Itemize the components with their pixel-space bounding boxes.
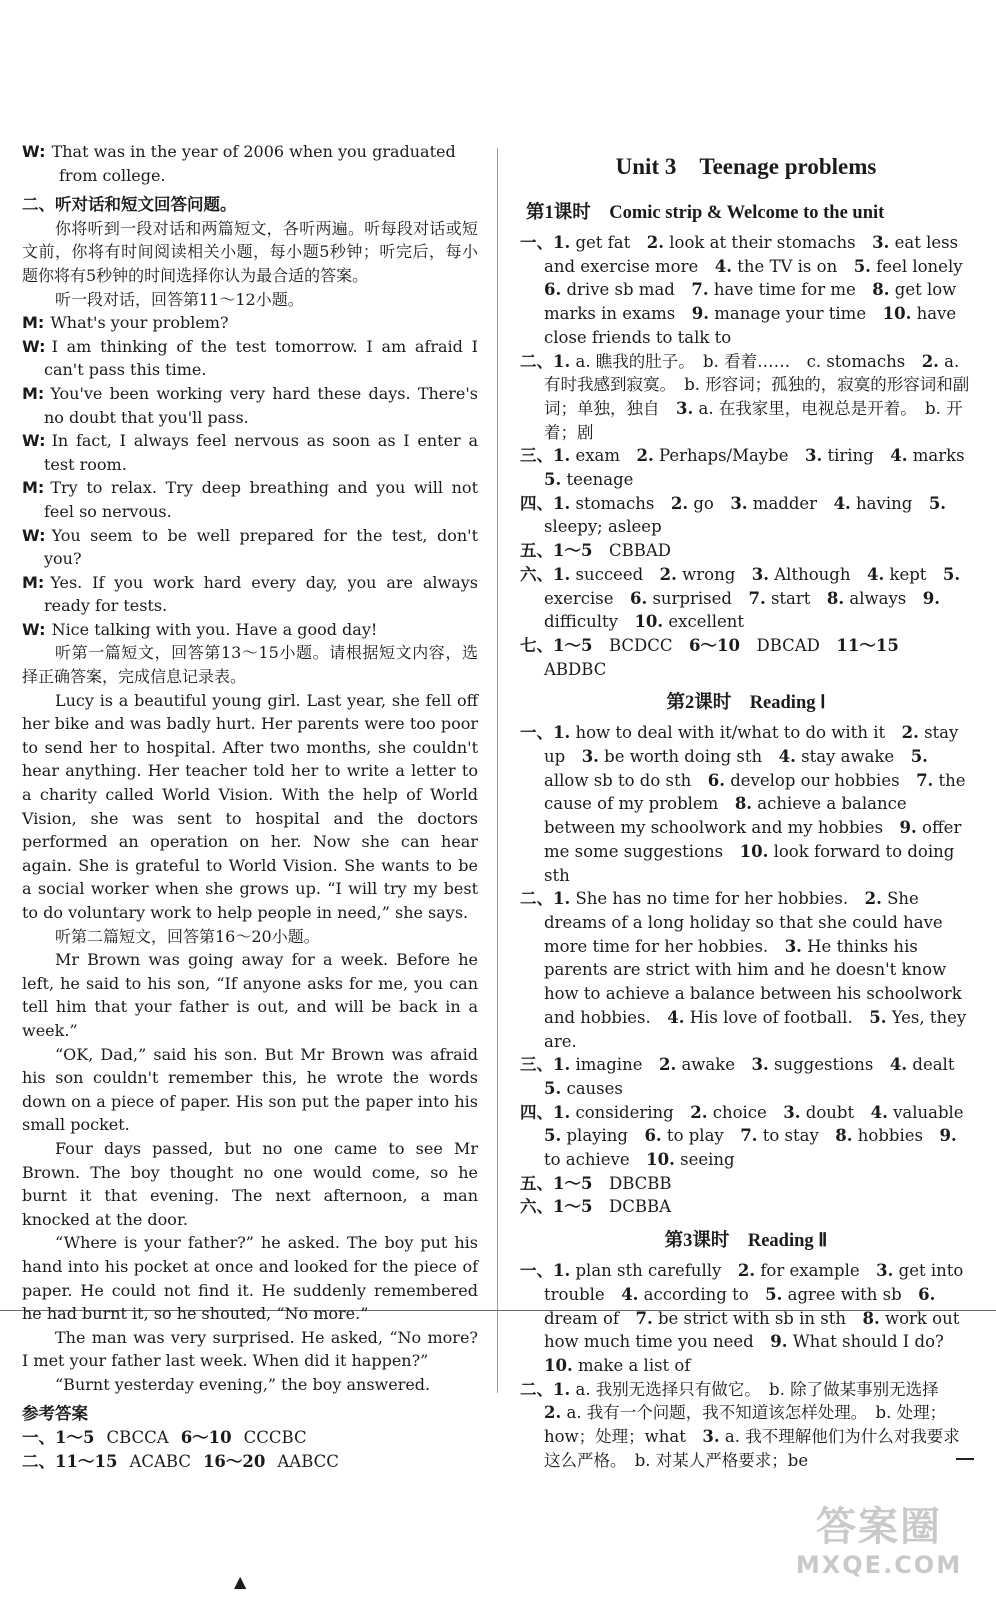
left-column	[22, 140, 478, 1474]
watermark-logo-text: 答案圈	[816, 1504, 942, 1550]
speaker-label: M:	[22, 313, 45, 333]
answer-item	[520, 492, 972, 539]
passage2-paragraph: Mr Brown was going away for a week. Before he left, he said to his son, “If anyone asks for me, you can tell him that your father is out, and will be back in a week.”	[22, 950, 478, 1040]
answer-item	[520, 539, 972, 563]
item-text: 1. She has no time for her hobbies. 2. She dreams of a long holiday so that she could have more time for her hobbies. 3. He thinks his parents are strict with him and he doesn't know how to achieve a balance between his schoolwork and hobbies. 4. His love of football. 5. Yes, they are.	[544, 889, 967, 1051]
answer-cell: 一、1～5	[22, 1428, 95, 1448]
item-label: 五、	[520, 1173, 553, 1193]
item-text: 1. plan sth carefully 2. for example 3. get into trouble 4. according to 5. agree with sb 6. dream of 7. be strict with sb in sth 8. work out how much time you need 9. What should I do? 10. make a list of	[544, 1261, 964, 1375]
answer-item	[520, 444, 982, 491]
answer-item	[520, 1101, 981, 1172]
speaker-label: M:	[22, 478, 45, 498]
dialogue-line	[22, 382, 478, 429]
passage1-text: Lucy is a beautiful young girl. Last year, she fell off her bike and was badly hurt. Her parents were too poor to send her to hospital. After two months, she couldn't hear anything. Her teacher told her to write a letter to a charity called World Vision. With the help of World Vision, she was sent to hospital and the doctors performed an operation on her. Now she can hear again. She is grateful to World Vision. She wants to be a social worker when she grows up. “I will try my best to do voluntary work to help people in need,” she says.	[22, 690, 478, 922]
passage2-paragraph: Four days passed, but no one came to see Mr Brown. The boy thought no one would come, so he burnt it that evening. The next afternoon, a man knocked at the door.	[22, 1138, 478, 1229]
dialogue-line	[22, 618, 478, 642]
answer-cell: CCCBC	[243, 1428, 307, 1448]
dialogue-line	[22, 140, 478, 164]
dialogue-intro: 听一段对话，回答第11～12小题。	[55, 289, 304, 309]
right-column	[520, 140, 982, 1472]
item-label: 三、	[520, 1055, 553, 1075]
column-divider	[497, 148, 498, 1393]
answer-item	[520, 563, 972, 634]
answers-title: 参考答案	[22, 1404, 88, 1424]
item-text: 1. succeed 2. wrong 3. Although 4. kept 5. exercise 6. surprised 7. start 8. always 9. difficulty 10. excellent	[544, 564, 961, 632]
item-text: 1. exam 2. Perhaps/Maybe 3. tiring 4. marks 5. teenage	[544, 446, 982, 490]
answer-item	[520, 634, 972, 681]
dialogue-line	[22, 335, 478, 382]
speaker-label: W:	[22, 525, 46, 545]
item-text: 1. how to deal with it/what to do with it 2. stay up 3. be worth doing sth 4. stay awake 5. allow sb to do sth 6. develop our hobbies 7. the cause of my problem 8. achieve a balance between my schoolwork and my hobbies 9. offer me some suggestions 10. look forward to doing sth	[544, 723, 966, 885]
speaker-label: M:	[22, 383, 45, 403]
lesson-3-answers	[520, 1259, 972, 1472]
answer-cell: CBCCA	[106, 1428, 169, 1448]
lesson-2-answers	[520, 721, 981, 1219]
lesson-2-title: 第2课时 Reading Ⅰ	[666, 693, 826, 714]
line-text: I am thinking of the test tomorrow. I am afraid I can't pass this time.	[44, 336, 478, 380]
item-label: 三、	[520, 446, 553, 466]
passage1-intro: 听第一篇短文，回答第13～15小题。请根据短文内容，选择正确答案，完成信息记录表。	[22, 643, 478, 687]
section-2-title: 二、听对话和短文回答问题。	[22, 195, 237, 215]
item-text: 1～5 BCDCC 6～10 DBCAD 11～15 ABDBC	[544, 635, 916, 679]
speaker-label: W:	[22, 619, 46, 639]
item-label: 二、	[520, 351, 553, 371]
answer-item	[520, 1053, 972, 1100]
speaker-label: W:	[22, 336, 46, 356]
dialogue-line	[22, 164, 478, 188]
lesson-3-title: 第3课时 Reading Ⅱ	[664, 1231, 828, 1252]
line-text: That was in the year of 2006 when you graduated	[51, 142, 456, 161]
item-label: 一、	[520, 233, 553, 252]
line-text: Yes. If you work hard every day, you are always ready for tests.	[44, 572, 478, 616]
speaker-label: W:	[22, 431, 46, 451]
instructions: 你将听到一段对话和两篇短文，各听两遍。听每段对话或短文前，你将有时间阅读相关小题，每小题5秒钟；听完后，每小题你将有5秒钟的时间选择你认为最合适的答案。	[22, 218, 478, 285]
answer-item	[520, 887, 972, 1053]
item-text: 1. stomachs 2. go 3. madder 4. having 5. sleepy; asleep	[544, 493, 947, 537]
answer-cell: AABCC	[277, 1452, 339, 1472]
passage2-paragraph: “Where is your father?” he asked. The boy put his hand into his pocket at once and looked for the piece of paper. He could not find it. He suddenly remembered he had burnt it, so he shouted, “No more.”	[22, 1233, 478, 1324]
item-text: 1. a. 瞧我的肚子。 b. 看着…… c. stomachs 2. a. 有时我感到寂寞。 b. 形容词；孤独的，寂寞的形容词和副词；单独，独自 3. a. 在我家里，电视总是开着。 b. 开着；剧	[544, 351, 970, 442]
item-label: 二、	[520, 889, 553, 909]
lesson-1-title: 第1课时 Comic strip & Welcome to the unit	[526, 203, 885, 223]
dialogue	[22, 311, 478, 641]
answer-cell: 二、11～15	[22, 1452, 118, 1472]
passage2	[22, 948, 478, 1396]
answer-item	[520, 1195, 972, 1219]
item-label: 一、	[520, 1261, 553, 1281]
dialogue-line	[22, 524, 478, 571]
item-label: 六、	[520, 1197, 553, 1217]
line-text: What's your problem?	[50, 313, 229, 333]
answer-row	[22, 1450, 478, 1474]
item-text: 1. get fat 2. look at their stomachs 3. eat less and exercise more 4. the TV is on 5. feel lonely 6. drive sb mad 7. have time for me 8. get low marks in exams 9. manage your time 10. have close friends to talk to	[544, 233, 980, 347]
item-label: 五、	[520, 541, 553, 561]
item-label: 二、	[520, 1379, 553, 1399]
speaker-label: W:	[22, 142, 46, 161]
passage2-paragraph: “Burnt yesterday evening,” the boy answered.	[55, 1374, 431, 1394]
answer-item	[520, 350, 972, 445]
line-text: You seem to be well prepared for the test, don't you?	[44, 525, 478, 569]
item-label: 四、	[520, 493, 553, 513]
corner-dash	[956, 1458, 974, 1460]
dialogue-line	[22, 571, 478, 618]
item-label: 六、	[520, 564, 553, 584]
line-text: In fact, I always feel nervous as soon as I enter a test room.	[44, 431, 478, 474]
item-label: 七、	[520, 635, 553, 655]
answer-item	[520, 1259, 972, 1378]
answer-item	[520, 1172, 972, 1196]
top-dialogue-lines	[22, 140, 478, 187]
line-text: You've been working very hard these days. There's no doubt that you'll pass.	[44, 383, 478, 427]
item-text: 1～5 DCBBA	[553, 1197, 671, 1217]
watermark	[774, 1503, 984, 1588]
line-text: from college.	[59, 165, 166, 185]
item-label: 四、	[520, 1102, 553, 1122]
answer-item	[520, 1378, 972, 1473]
item-text: 1～5 DBCBB	[553, 1173, 672, 1193]
answer-cell: 16～20	[202, 1452, 266, 1472]
answer-item	[520, 231, 980, 350]
item-text: 1. a. 我别无选择只有做它。 b. 除了做某事别无选择 2. a. 我有一个问题，我不知道该怎样处理。 b. 处理；how；处理；what 3. a. 我不理解他们为什么对我要求这么严格。 b. 对某人严格要求；be	[544, 1379, 960, 1470]
dialogue-line	[22, 429, 478, 476]
passage2-paragraph: “OK, Dad,” said his son. But Mr Brown was afraid his son couldn't remember this, he wrote the words down on a piece of paper. His son put the paper into his small pocket.	[22, 1044, 478, 1135]
answer-item	[520, 721, 972, 887]
item-label: 一、	[520, 723, 553, 743]
answer-cell: 6～10	[180, 1428, 232, 1448]
passage2-intro: 听第二篇短文，回答第16～20小题。	[55, 926, 320, 946]
answer-cell: ACABC	[129, 1452, 191, 1472]
lesson-1-answers	[520, 231, 982, 681]
passage2-paragraph: The man was very surprised. He asked, “No more? I met your father last week. When did it happen?”	[22, 1327, 478, 1371]
line-text: Nice talking with you. Have a good day!	[51, 619, 378, 639]
speaker-label: M:	[22, 572, 45, 592]
watermark-url: MXQE.COM	[795, 1551, 963, 1579]
item-text: 1. considering 2. choice 3. doubt 4. valuable 5. playing 6. to play 7. to stay 8. hobbies 9. to achieve 10. seeing	[544, 1102, 981, 1170]
item-text: 1. imagine 2. awake 3. suggestions 4. dealt 5. causes	[544, 1055, 971, 1098]
answer-row	[22, 1426, 478, 1450]
unit-title: Unit 3 Teenage problems	[615, 154, 877, 179]
page-marker: ▲	[234, 1572, 247, 1591]
dialogue-line	[22, 311, 478, 335]
answers-list	[22, 1426, 478, 1474]
dialogue-line	[22, 476, 478, 523]
line-text: Try to relax. Try deep breathing and you will not feel so nervous.	[44, 478, 478, 521]
item-text: 1～5 CBBAD	[553, 541, 671, 561]
